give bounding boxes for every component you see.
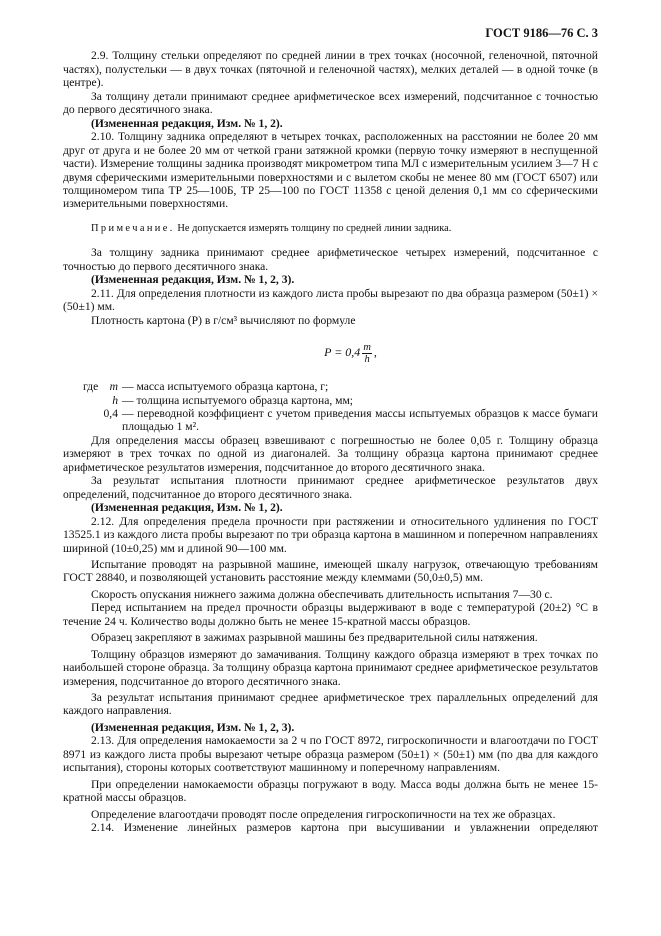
paragraph: За толщину задника принимают среднее арифметическое четырех измерений, подсчитанное с точностью до первого десятичного знака.	[63, 246, 598, 273]
paragraph: Плотность картона (P) в г/см³ вычисляют по формуле	[91, 313, 356, 327]
note-text: Не допускается измерять толщину по средней линии задника.	[177, 222, 452, 234]
paragraph: Толщину образцов измеряют до замачивания. Толщину каждого образца измеряют в трех точках по наибольшей стороне образца. За толщину образца картона принимают среднее арифметическое результатов измерения, подсчитанное до второго десятичного знака.	[63, 647, 598, 688]
legend-item	[91, 407, 598, 434]
paragraph: Образец закрепляют в зажимах разрывной машины без предварительной силы натяжения.	[91, 631, 538, 645]
paragraph: Перед испытанием на предел прочности образцы выдерживают в воде с температурой (20±2) °С в течение 24 ч. Количество воды должно быть не менее 15-кратной массы образцов.	[63, 601, 598, 628]
definition: — толщина испытуемого образца картона, мм;	[122, 393, 354, 407]
formula-legend	[83, 380, 598, 434]
formula-numerator: m	[363, 341, 371, 353]
definition: — масса испытуемого образца картона, г;	[122, 380, 329, 394]
revision-note: (Измененная редакция, Изм. № 1, 2).	[91, 501, 283, 515]
symbol: m	[109, 380, 118, 394]
paragraph: Для определения массы образец взвешивают с погрешностью не более 0,05 г. Толщину образца измеряют в трех точках по одной из диагоналей. За толщину образца картона принимают среднее арифметическое результатов измерения, подсчитанное до второго десятичного знака.	[63, 433, 598, 474]
paragraph: За результат испытания принимают среднее арифметическое трех параллельных определений для каждого направления.	[63, 691, 598, 718]
document-page	[63, 27, 598, 835]
symbol: 0,4	[103, 406, 118, 420]
formula-lhs: P = 0,4	[324, 345, 361, 360]
paragraph: Испытание проводят на разрывной машине, имеющей шкалу нагрузок, отвечающую требованиям ГОСТ 28840, и позволяющей установить расстояние между клеммами (50,0±0,5) мм.	[63, 557, 598, 585]
paragraph-2-14: 2.14. Изменение линейных размеров картона при высушивании и увлажнении определяют	[91, 821, 598, 835]
paragraph-2-13: 2.13. Для определения намокаемости за 2 ч по ГОСТ 8972, гигроскопичности и влагоотдачи по ГОСТ 8971 из каждого листа пробы вырезают четыре образца размером (50±1) × (50±1) мм (по два для каждого испытания), стороны которых соответствуют машинному и поперечному направлениям.	[63, 734, 598, 775]
revision-note: (Измененная редакция, Изм. № 1, 2).	[91, 116, 283, 130]
legend-item	[83, 380, 598, 394]
page-header: ГОСТ 9186—76 С. 3	[485, 26, 598, 40]
paragraph-2-12: 2.12. Для определения предела прочности при растяжении и относительного удлинения по ГОСТ 13525.1 из каждого листа пробы вырезают по три образца картона в машинном и поперечном направлениях шириной (10±0,25) мм и длиной 90—100 мм.	[63, 514, 598, 555]
legend-item	[91, 394, 598, 407]
note-label: Примечание.	[91, 222, 175, 234]
note	[63, 222, 598, 235]
definition: — переводной коэффициент с учетом приведения массы испытуемых образцов к массе бумаги площадью 1 м².	[122, 406, 598, 434]
formula-denominator: h	[364, 353, 370, 365]
revision-note: (Измененная редакция, Изм. № 1, 2, 3).	[91, 720, 295, 734]
paragraph-2-11: 2.11. Для определения плотности из каждого листа пробы вырезают по два образца размером (50±1) × (50±1) мм.	[63, 286, 598, 314]
density-formula	[103, 341, 598, 365]
formula-fraction	[362, 342, 372, 365]
paragraph-2-10: 2.10. Толщину задника определяют в четырех точках, расположенных на расстоянии не более 20 мм друг от друга и не более 20 мм от четкой грани затяжной кромки (первую точку измеряют в неспущенной части). Измерение толщины задника производят микрометром типа МЛ с измерительным усилием 3—7 Н с двумя сферическими измерительными поверхностями и с вылетом скобы не менее 80 мм (ГОСТ 6507) или толщиномером типа ТР 25—100Б, ТР 25—100 по ГОСТ 11358 с ценой деления 0,1 мм со сферическими измерительными поверхностями.	[63, 130, 598, 211]
where-word: где	[83, 380, 99, 394]
formula-tail: ,	[373, 345, 377, 360]
paragraph: За толщину детали принимают среднее арифметическое всех измерений, подсчитанное с точностью до первого десятичного знака.	[63, 89, 598, 117]
paragraph: За результат испытания плотности принимают среднее арифметическое результатов двух определений, подсчитанное до второго десятичного знака.	[63, 474, 598, 501]
paragraph: При определении намокаемости образцы погружают в воду. Масса воды должна быть не менее 15-кратной массы образцов.	[63, 777, 598, 805]
paragraph-2-9: 2.9. Толщину стельки определяют по средней линии в трех точках (носочной, геленочной, пяточной частях), полустельки — в двух точках (пяточной и геленочной частях), мелких деталей — в одной точке (в центре).	[63, 49, 598, 90]
revision-note: (Измененная редакция, Изм. № 1, 2, 3).	[91, 273, 295, 287]
paragraph: Скорость опускания нижнего зажима должна обеспечивать длительность испытания 7—30 с.	[91, 587, 553, 601]
paragraph: Определение влагоотдачи проводят после определения гигроскопичности на тех же образцах.	[91, 807, 556, 821]
symbol: h	[112, 393, 118, 407]
